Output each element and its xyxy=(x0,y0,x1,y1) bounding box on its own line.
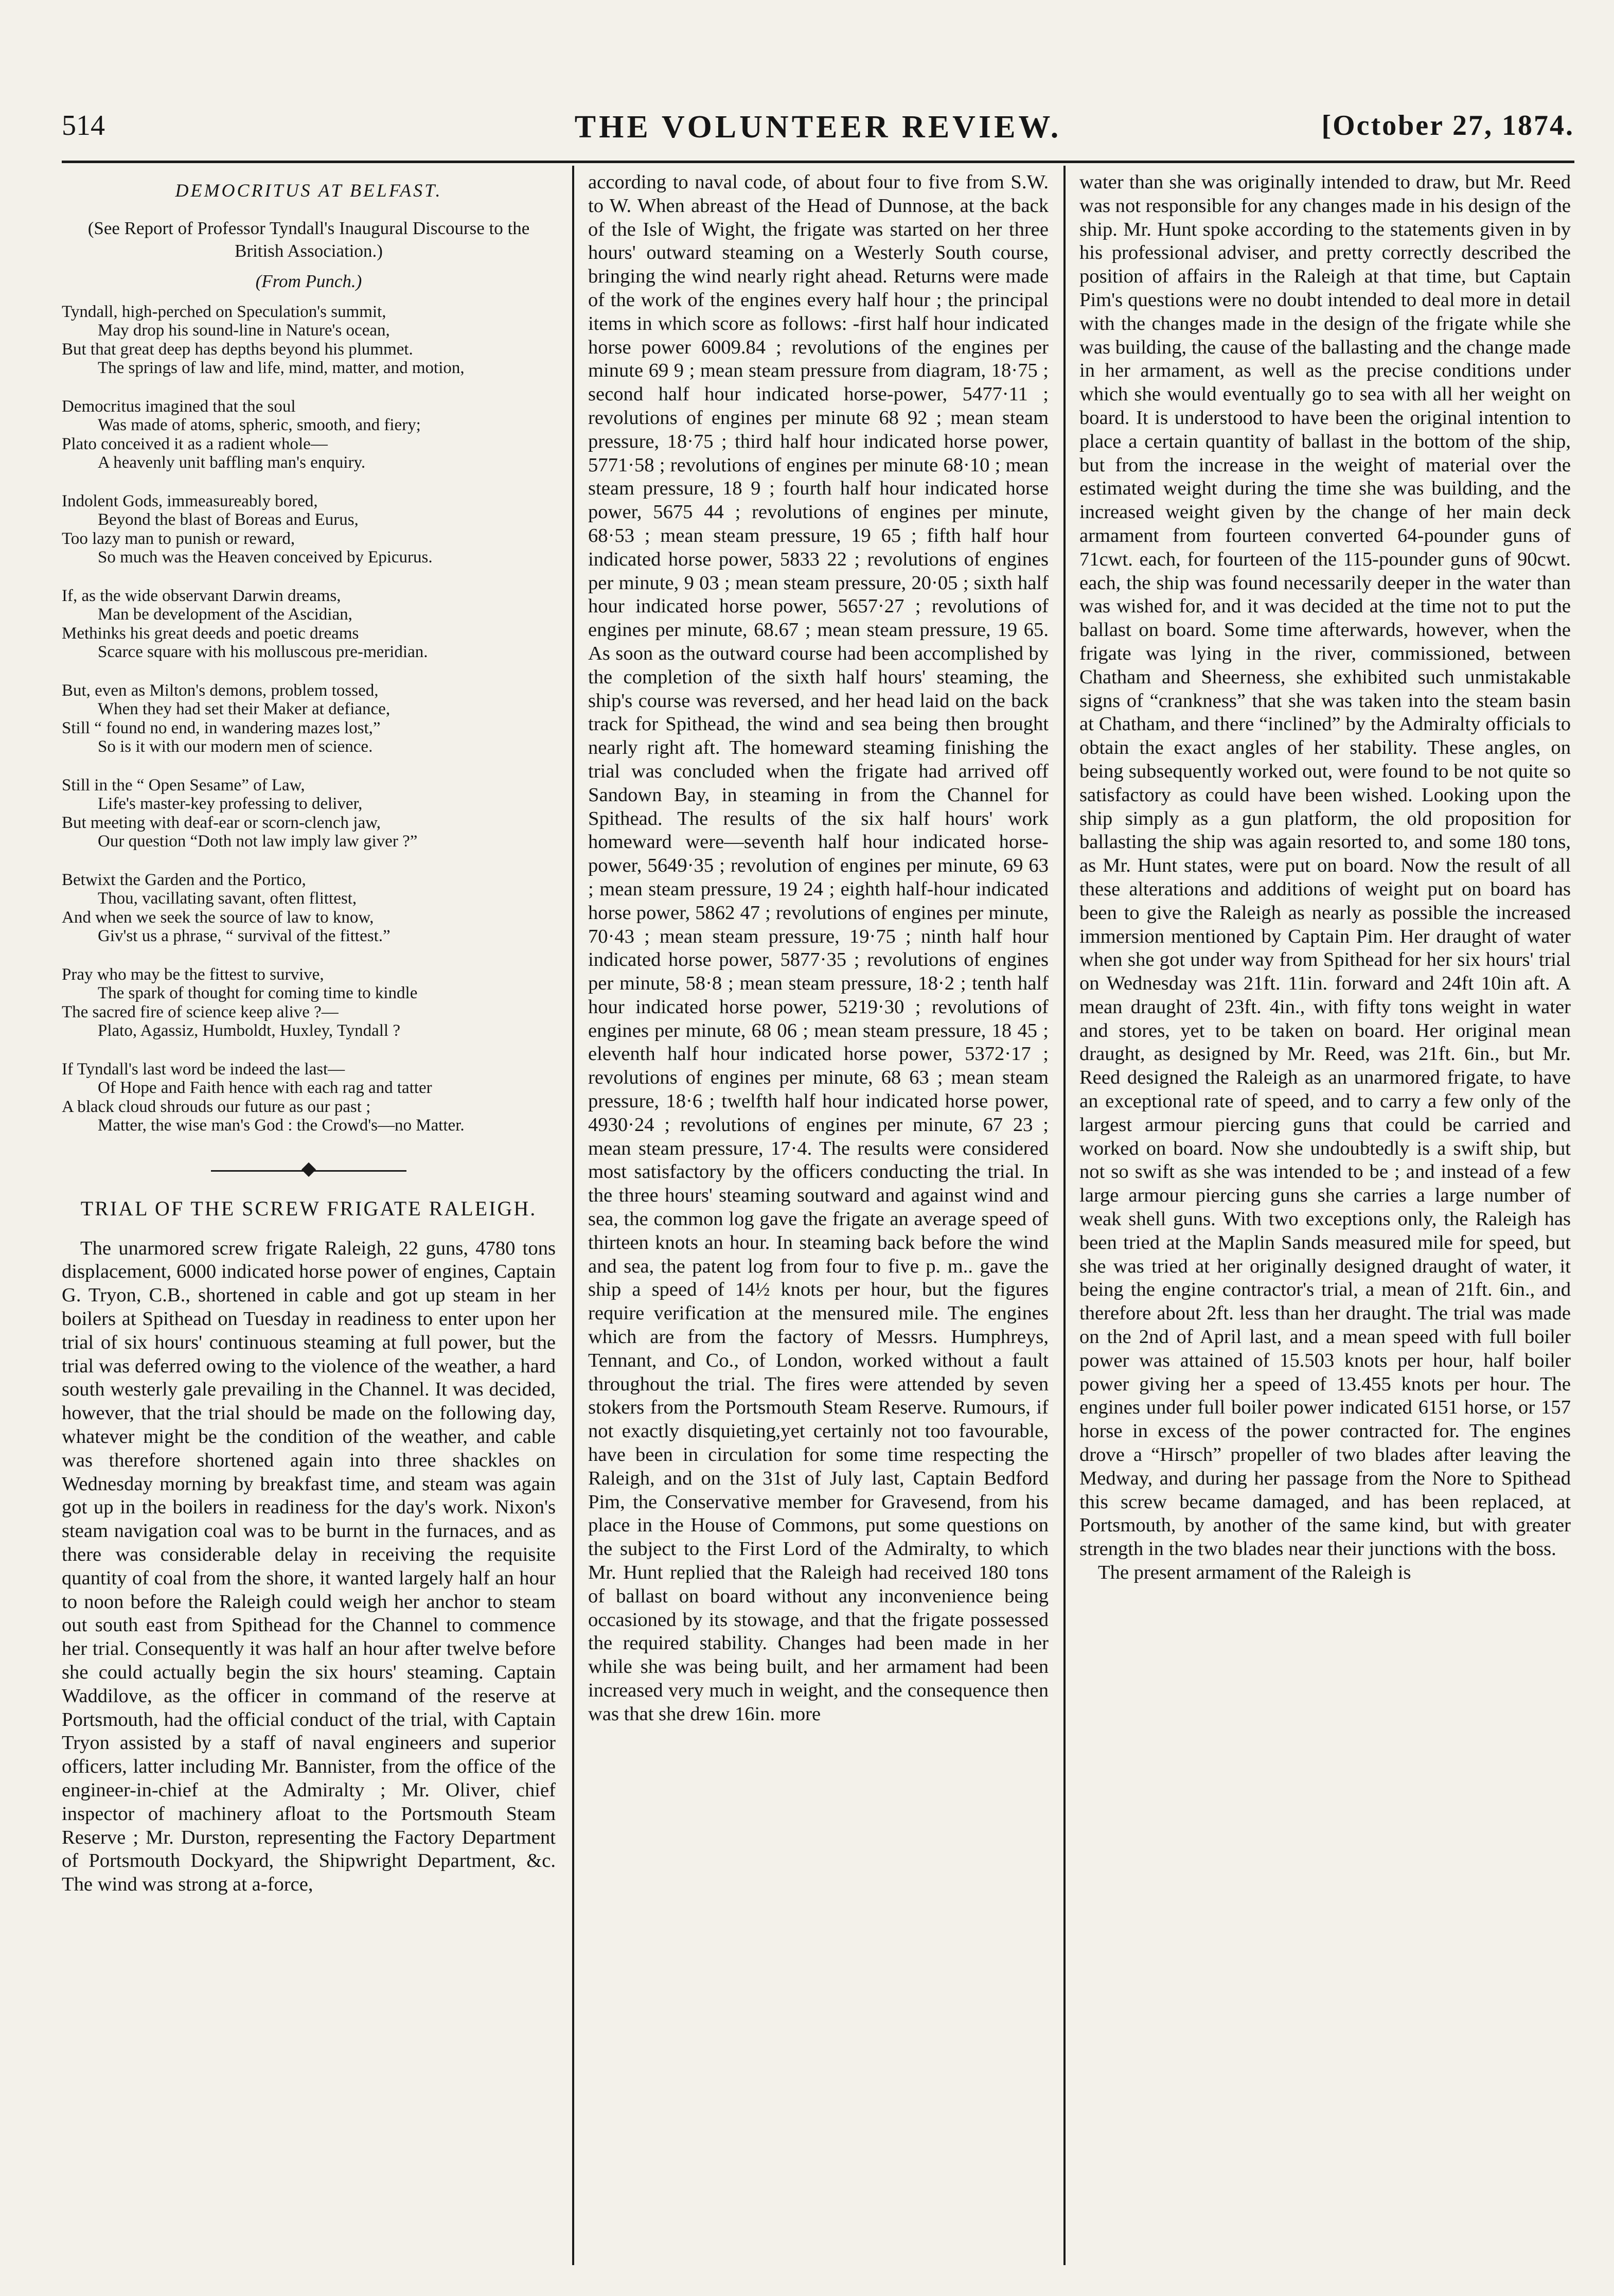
poem-line: A black cloud shrouds our future as our past ; xyxy=(62,1097,371,1116)
poem-line: Life's master-key professing to deliver, xyxy=(98,794,363,814)
article-paragraph: The unarmored screw frigate Raleigh, 22 guns, 4780 tons displacement, 6000 indicated horse power of engines, Captain G. Tryon, C.B., shortened in cable and got up steam in her boilers at Spithead on Tuesday in readiness to enter upon her trial of six hours' continuous steaming at full power, but the trial was deferred owing to the violence of the weather, a hard south westerly gale prevailing in the Channel. It was decided, however, that the trial should be made on the following day, whatever might be the condition of the weather, and cable was therefore shortened again into three shackles on Wednesday morning by breakfast time, and steam was again got up in the boilers in readiness for the day's work. Nixon's steam navigation coal was to be burnt in the furnaces, and as there was considerable delay in receiving the requisite quantity of coal from the shore, it wanted largely half an hour to noon before the Raleigh could weigh her anchor to steam out south east from Spithead for the Channel to commence her trial. Consequently it was half an hour after twelve before she could actually begin the six hours' steaming. Captain Waddilove, as the officer in command of the reserve at Portsmouth, had the official conduct of the trial, with Captain Tryon assisted by a staff of naval engineers and superior officers, latter including Mr. Bannister, from the office of the engineer-in-chief at the Admiralty ; Mr. Oliver, chief inspector of machinery afloat to the Portsmouth Steam Reserve ; Mr. Durston, representing the Factory Department of Portsmouth Dockyard, the Shipwright Department, &c. The wind was strong at a-force, xyxy=(62,1237,556,1896)
poem-line: Pray who may be the fittest to survive, xyxy=(62,965,324,984)
poem-stanza xyxy=(62,965,556,1040)
poem-line: And when we seek the source of law to know, xyxy=(62,908,374,927)
poem-line: Giv'st us a phrase, “ survival of the fittest.” xyxy=(98,927,391,946)
poem-line: Was made of atoms, spheric, smooth, and fiery; xyxy=(98,416,421,435)
poem-line: Plato, Agassiz, Humboldt, Huxley, Tyndall ? xyxy=(98,1021,400,1040)
page-number: 514 xyxy=(62,110,105,142)
poem-line: Beyond the blast of Boreas and Eurus, xyxy=(98,510,359,529)
poem-line: Scarce square with his molluscous pre-meridian. xyxy=(98,643,428,662)
column-divider-2 xyxy=(1063,166,1066,2265)
ornament-diamond xyxy=(301,1162,316,1176)
article-title: TRIAL OF THE SCREW FRIGATE RALEIGH. xyxy=(80,1196,537,1220)
article-paragraph: The present armament of the Raleigh is xyxy=(1098,1562,1411,1584)
column-2 xyxy=(588,171,1049,1726)
poem-line: Indolent Gods, immeasureably bored, xyxy=(62,491,318,510)
column-1 xyxy=(62,174,556,1897)
poem-stanza xyxy=(62,397,556,472)
poem-line: When they had set their Maker at defiance, xyxy=(98,700,391,719)
masthead-title: THE VOLUNTEER REVIEW. xyxy=(574,110,1062,145)
poem-line: Plato conceived it as a radient whole— xyxy=(62,434,328,453)
poem-line: Too lazy man to punish or reward, xyxy=(62,529,295,548)
poem-line: If, as the wide observant Darwin dreams, xyxy=(62,586,341,605)
poem-stanza xyxy=(62,681,556,756)
poem-stanza xyxy=(62,1060,556,1135)
poem-line: Matter, the wise man's God : the Crowd's—no Matter. xyxy=(98,1116,465,1135)
poem-line: Still “ found no end, in wandering mazes lost,” xyxy=(62,718,381,737)
poem-stanza xyxy=(62,587,556,662)
article-column-1-text xyxy=(62,1237,556,1897)
poem-line: Democritus imagined that the soul xyxy=(62,397,296,416)
poem-stanza xyxy=(62,303,556,378)
article-column-3-text xyxy=(1079,171,1571,1585)
poem-line: But, even as Milton's demons, problem tossed, xyxy=(62,681,379,700)
poem-line: Betwixt the Garden and the Portico, xyxy=(62,870,306,889)
poem-line: But meeting with deaf-ear or scorn-clench jaw, xyxy=(62,813,381,832)
poem-note: (See Report of Professor Tyndall's Inaugural Discourse to the British Association.) xyxy=(87,218,530,261)
poem-line: Our question “Doth not law imply law giver ?” xyxy=(98,832,418,851)
article-paragraph: water than she was originally intended to draw, but Mr. Reed was not responsible for any changes made in his design of the ship. Mr. Hunt spoke according to the statements given in by his professional adviser, and pretty correctly described the position of affairs in the Raleigh at that time, but Captain Pim's questions were no doubt intended to deal more in detail with the changes made in the design of the frigate while she was building, the cause of the ballasting and the change made in her armament, as well as the precise conditions under which she would eventually go to sea with all her weight on board. It is understood to have been the original intention to place a certain quantity of ballast in the bottom of the ship, but from the increase in the weight of material over the estimated weight during the time she was building, and the increased weight given by the change of her main deck armament from fourteen converted 64-pounder guns of 71cwt. each, for fourteen of the 115-pounder guns of 90cwt. each, the ship was found necessarily deeper in the water than was wished for, and it was decided at the time not to put the ballast on board. Some time afterwards, however, when the frigate was lying in the river, commissioned, between Chatham and Sheerness, she exhibited such unmistakable signs of “crankness” that she was taken into the steam basin at Chatham, and there “inclined” by the Admiralty officials to obtain the exact angles of her stability. These angles, on being subsequently worked out, were found to be not quite so satisfactory as could have been wished. Looking upon the ship simply as a gun platform, the old proposition for ballasting the ship was again resorted to, and some 180 tons, as Mr. Hunt states, were put on board. Now the result of all these alterations and additions of weight put on board has been to give the Raleigh as nearly as possible the increased immersion mentioned by Captain Pim. Her draught of water when she got under way from Spithead for her six hours' trial on Wednesday was 21ft. 11in. forward and 24ft 10in aft. A mean draught of 23ft. 4in., with fifty tons weight in water and stores, yet to be taken on board. Her original mean draught, as designed by Mr. Reed, was 21ft. 6in., but Mr. Reed designed the Raleigh as an unarmored frigate, to have an exceptional rate of speed, and to carry a few only of the largest armour piercing guns that could be carried and worked on board. Now she undoubtedly is a swift ship, but not so swift as she was intended to be ; and instead of a few large armour piercing guns she carries a large number of weak shell guns. With two exceptions only, the Raleigh has been tried at the Maplin Sands measured mile for speed, but she was tried at her originally designed draught of water, it being the engine contractor's trial, a mean of 21ft. 6in., and therefore about 2ft. less than her draught. The trial was made on the 2nd of April last, and a mean speed with full boiler power was attained of 15.503 knots per hour, half boiler power giving her a speed of 13.455 knots per hour. The engines under full boiler power indicated 6151 horse, or 157 horse in excess of the power contracted for. The engines drove a “Hirsch” propeller of two blades after leaving the Medway, and during her passage from the Nore to Spithead this screw became damaged, and has been replaced, at Portsmouth, by another of the same kind, but with greater strength in the two blades near their junctions with the boss. xyxy=(1079,171,1571,1560)
poem-line: Tyndall, high-perched on Speculation's summit, xyxy=(62,302,386,321)
poem-line: May drop his sound-line in Nature's ocean, xyxy=(98,321,390,340)
column-3 xyxy=(1079,171,1571,1585)
article-paragraph: according to naval code, of about four to five from S.W. to W. When abreast of the Head of Dunnose, at the back of the Isle of Wight, the frigate was started on her three hours' outward steaming on a Westerly South course, bringing the wind nearly right ahead. Returns were made of the work of the engines every half hour ; the principal items in which score as follows: -first half hour indicated horse power 6009.84 ; revolutions of the engines per minute 69 9 ; mean steam pressure from diagram, 18·75 ; second half hour indicated horse-power, 5477·11 ; revolutions of engines per minute 68 92 ; mean steam pressure, 18·75 ; third half hour indicated horse power, 5771·58 ; revolutions of engines per minute 68·10 ; mean steam pressure, 18 9 ; fourth half hour indicated horse power, 5675 44 ; revolutions of engines per minute, 68·53 ; mean steam pressure, 19 65 ; fifth half hour indicated horse power, 5833 22 ; revolutions of engines per minute, 9 03 ; mean steam pressure, 20·05 ; sixth half hour indicated horse power, 5657·27 ; revolutions of engines per minute, 68.67 ; mean steam pressure, 19 65. As soon as the outward course had been accomplished by the completion of the sixth half hours' steaming, the ship's course was reversed, and her head laid on the back track for Spithead, the wind and sea being then brought nearly right aft. The homeward steaming finishing the trial was concluded when the frigate had arrived off Sandown Bay, in steaming in from the Channel for Spithead. The results of the six half hours' work homeward were—seventh half hour indicated horse-power, 5649·35 ; revolution of engines per minute, 69 63 ; mean steam pressure, 19 24 ; eighth half-hour indicated horse power, 5862 47 ; revolutions of engines per minute, 70·43 ; mean steam pressure, 19·75 ; ninth half hour indicated horse power, 5877·35 ; revolutions of engines per minute, 58·8 ; mean steam pressure, 18·2 ; tenth half hour indicated horse power, 5219·30 ; revolutions of engines per minute, 68 06 ; mean steam pressure, 18 45 ; eleventh half hour indicated horse power, 5372·17 ; revolutions of engines per minute, 68 63 ; mean steam pressure, 18·6 ; twelfth half hour indicated horse power, 4930·24 ; revolutions of engines per minute, 67 23 ; mean steam pressure, 17·4. The results were considered most satisfactory by the officers conducting the trial. In the three hours' steaming soutward and against wind and sea, the common log gave the frigate an average speed of thirteen knots an hour. In steaming back before the wind and sea, the patent log from four to five p. m.. gave the ship a speed of 14½ knots per hour, but the figures require verification at the mensured mile. The engines which are from the factory of Messrs. Humphreys, Tennant, and Co., of London, worked without a fault throughout the trial. The fires were attended by seven stokers from the Portsmouth Steam Reserve. Rumours, if not exactly disquieting,yet certainly not too favourable, have been in circulation for some time respecting the Raleigh, and on the 31st of July last, Captain Bedford Pim, the Conservative member for Gravesend, from his place in the House of Commons, put some questions on the subject to the First Lord of the Admiralty, to which Mr. Hunt replied that the Raleigh had received 180 tons of ballast on board without any inconvenience being occasioned by its stowage, and that the frigate possessed the required stability. Changes had been made in her while she was being built, and her armament had been increased very much in weight, and the consequence then was that she drew 16in. more xyxy=(588,171,1049,1725)
issue-date: [October 27, 1874. xyxy=(1321,110,1574,142)
poem-credit: (From Punch.) xyxy=(255,271,362,291)
poem-line: Man be development of the Ascidian, xyxy=(98,605,352,624)
article-column-2-text xyxy=(588,171,1049,1726)
poem-line: The sacred fire of science keep alive ?— xyxy=(62,1002,339,1021)
section-ornament xyxy=(62,1156,556,1187)
poem-title: DEMOCRITUS AT BELFAST. xyxy=(175,180,442,201)
poem-stanza xyxy=(62,871,556,946)
poem-body xyxy=(62,303,556,1135)
poem-line: Still in the “ Open Sesame” of Law, xyxy=(62,775,305,794)
poem-line: The spark of thought for coming time to kindle xyxy=(98,984,418,1003)
header-rule xyxy=(62,161,1574,163)
poem-line: So much was the Heaven conceived by Epicurus. xyxy=(98,548,433,567)
poem-line: If Tyndall's last word be indeed the last— xyxy=(62,1059,345,1079)
poem-stanza xyxy=(62,492,556,567)
poem-line: The springs of law and life, mind, matter, and motion, xyxy=(98,359,465,378)
poem-stanza xyxy=(62,776,556,851)
page-header xyxy=(62,109,1574,155)
poem-line: Methinks his great deeds and poetic dreams xyxy=(62,624,359,643)
poem-line: Thou, vacillating savant, often flittest, xyxy=(98,889,357,908)
poem-line: So is it with our modern men of science. xyxy=(98,737,373,756)
poem-line: A heavenly unit baffling man's enquiry. xyxy=(98,453,366,472)
poem-line: But that great deep has depths beyond his plummet. xyxy=(62,340,413,359)
poem-line: Of Hope and Faith hence with each rag and tatter xyxy=(98,1079,432,1098)
column-divider-1 xyxy=(572,166,574,2265)
